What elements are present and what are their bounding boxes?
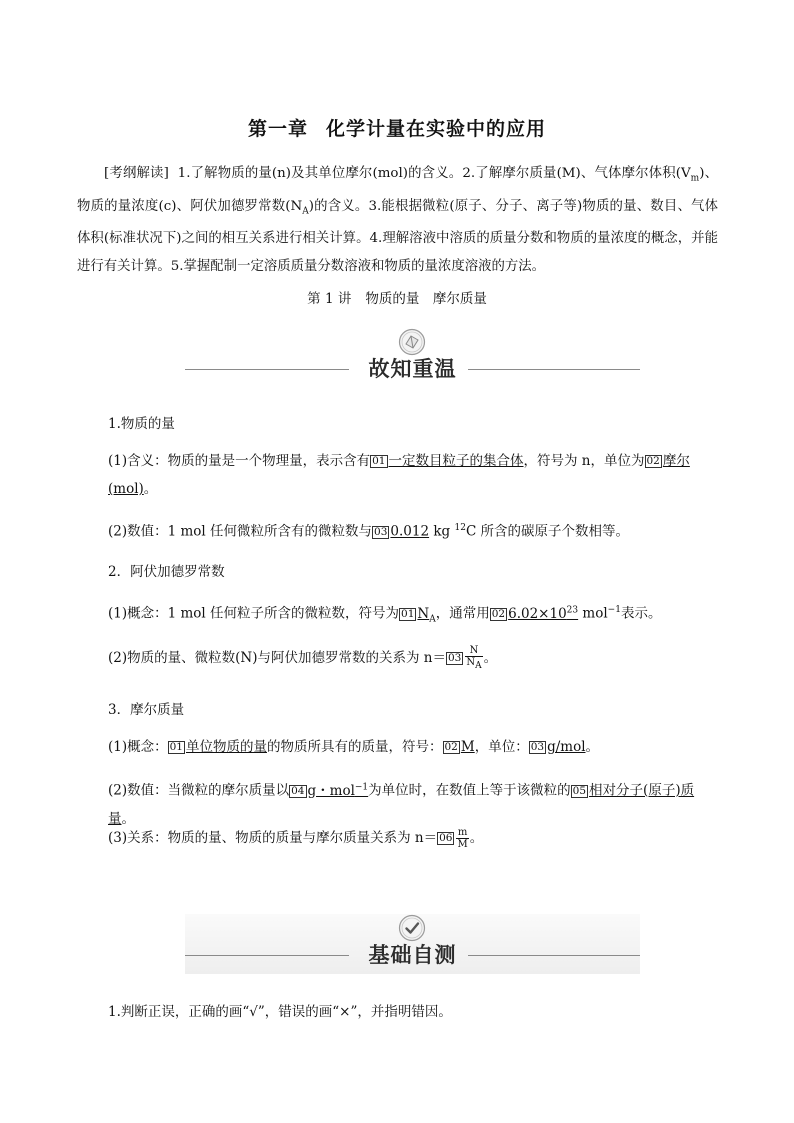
chapter-title: 第一章 化学计量在实验中的应用 <box>247 118 547 140</box>
lecture-title: 第 1 讲 物质的量 摩尔质量 <box>307 291 487 307</box>
section-heading-molar-mass: 3．摩尔质量 <box>108 702 185 718</box>
paragraph-avogadro-concept: (1)概念：1 mol 任何粒子所含的微粒数，符号为 01 $N_A$，通常用 02 $6.02\times 10^{23}$ mol$^{-1}$表示。 <box>108 605 662 625</box>
blank-number-box: 05 <box>572 784 587 797</box>
check-icon <box>398 914 426 942</box>
fill-answer: g・mol$^{-1}$ <box>307 782 369 799</box>
paragraph-molar-mass-value: (2)数值：当微粒的摩尔质量以 04 g・mol$^{-1}$为单位时，在数值上等于该微粒的 05 相对分子(原子)质量。 <box>108 782 695 827</box>
fill-answer: g/mol <box>547 739 586 755</box>
fill-answer: $6.02\times 10^{23}$ <box>508 605 579 622</box>
paragraph-molar-mass-concept: (1)概念： 01 单位物质的量的物质所具有的质量，符号： 02 M，单位： 03 g/mol。 <box>108 739 600 755</box>
fill-answer: M <box>460 739 475 755</box>
section-banner-review <box>185 328 640 388</box>
fill-answer: $N_A$ <box>417 605 436 625</box>
blank-number-box: 01 <box>169 741 183 753</box>
fill-answer: 单位物质的量 <box>186 739 267 755</box>
blank-number-box: 03 <box>530 741 545 753</box>
fraction-m-over-M: $\frac{m}{M}$ <box>457 827 468 850</box>
section-banner-self-test <box>185 914 640 974</box>
paragraph-amount-meaning: (1)含义：物质的量是一个物理量，表示含有 01 一定数目粒子的集合体，符号为 n，单位为 02 摩尔(mol)。 <box>108 453 690 497</box>
blank-number-box: 04 <box>291 784 305 797</box>
paragraph-avogadro-relation: (2)物质的量、微粒数(N)与阿伏加德罗常数的关系为 n＝ 03 $\frac{N}{N_A}$ 。 <box>108 645 498 671</box>
blank-number-box: 03 <box>374 525 388 538</box>
origami-bird-icon <box>398 328 426 356</box>
paragraph-molar-mass-relation: (3)关系：物质的量、物质的质量与摩尔质量关系为 n＝ 06 $\frac{m}{M}$ 。 <box>108 827 484 850</box>
blank-number-box: 06 <box>439 832 453 844</box>
blank-number-box: 02 <box>646 455 660 467</box>
paragraph-amount-value: (2)数值：1 mol 任何微粒所含有的微粒数与 03 0.012 kg $^{12}$C 所含的碳原子个数相等。 <box>108 523 630 540</box>
question-1: 1.判断正误，正确的画“√”，错误的画“×”，并指明错因。 <box>108 1004 452 1020</box>
blank-number-box: 02 <box>444 741 458 753</box>
blank-number-box: 03 <box>447 652 462 664</box>
blank-number-box: 02 <box>491 607 506 620</box>
fill-answer: 相对分子(原子)质量 <box>108 782 695 827</box>
fraction-n-over-na: $\frac{N}{N_A}$ <box>466 645 482 671</box>
fill-answer: 摩尔(mol) <box>108 453 690 497</box>
fill-answer: 0.012 <box>390 523 430 540</box>
blank-number-box: 01 <box>372 455 386 467</box>
section-heading-avogadro: 2．阿伏加德罗常数 <box>108 564 225 580</box>
syllabus-paragraph: [考纲解读] 1.了解物质的量(n)及其单位摩尔(mol)的含义。2.了解摩尔质量(M)、气体摩尔体积$(V_m)$、物质的量浓度(c)、阿伏加德罗常数$(N_A)$的含义。3.能根据微粒(原子、分子、离子等)物质的量、数目、气体体积(标准状况下)之间的相互关系进行相关计算。4.理解溶液中溶质的质量分数和物质的量浓度的概念，并能进行有关计算。5.掌握配制一定溶质质量分数溶液和物质的量浓度溶液的方法。 <box>77 166 718 275</box>
fill-answer: 一定数目粒子的集合体 <box>388 453 524 469</box>
blank-number-box: 01 <box>401 607 415 620</box>
banner-title: 基础自测 <box>368 943 457 967</box>
banner-title: 故知重温 <box>368 357 457 381</box>
section-heading-amount: 1.物质的量 <box>108 416 175 432</box>
